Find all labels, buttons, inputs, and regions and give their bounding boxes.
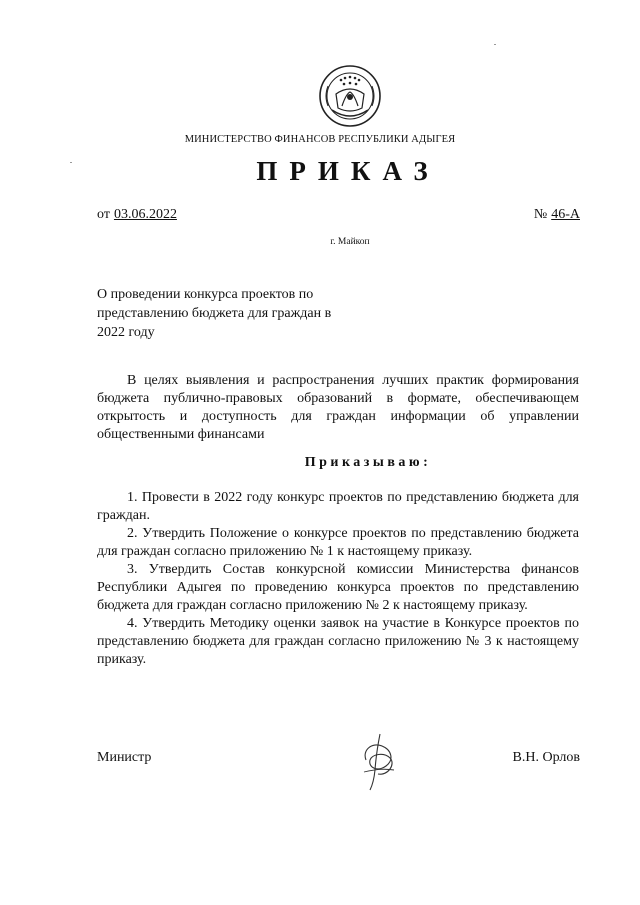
intro-paragraph: В целях выявления и распространения лучших практик формирования бюджета публично-правовых образований в формате, обеспечивающем открытость и доступность для граждан информации об управлении общественными финансами: [97, 373, 579, 442]
signer-name: В.Н. Орлов: [512, 750, 580, 765]
document-subject: О проведении конкурса проектов по представлению бюджета для граждан в 2022 году: [97, 287, 332, 340]
date-value: 03.06.2022: [113, 207, 177, 222]
order-heading: Приказываю:: [304, 455, 432, 470]
date-prefix: от: [97, 207, 110, 222]
order-item-4: 4. Утвердить Методику оценки заявок на участие в Конкурсе проектов по представлению бюджета для граждан согласно приложению № 3 к настоящему приказу.: [97, 616, 579, 667]
scan-speck: [70, 162, 72, 163]
coat-of-arms-icon: [318, 64, 382, 128]
order-item-2: 2. Утвердить Положение о конкурсе проектов по представлению бюджета для граждан согласно приложению № 1 к настоящему приказу.: [97, 526, 579, 559]
city: г. Майкоп: [330, 237, 370, 247]
signer-position: Министр: [97, 750, 152, 765]
order-item-1: 1. Провести в 2022 году конкурс проектов по представлению бюджета для граждан.: [97, 490, 579, 523]
order-items: [97, 489, 579, 669]
number-value: 46-А: [551, 207, 580, 222]
handwritten-signature: [358, 730, 402, 792]
order-item-3: 3. Утвердить Состав конкурсной комиссии Министерства финансов Республики Адыгея по проведению конкурса проектов по представлению бюджета для граждан согласно приложению № 2 к настоящему приказу.: [97, 562, 579, 613]
scan-speck: [494, 44, 496, 45]
ministry-name: МИНИСТЕРСТВО ФИНАНСОВ РЕСПУБЛИКИ АДЫГЕЯ: [184, 134, 456, 145]
number-prefix: №: [533, 207, 548, 222]
document-number: [534, 207, 580, 223]
document-title: ПРИКАЗ: [256, 156, 440, 186]
document-date: [97, 207, 177, 223]
